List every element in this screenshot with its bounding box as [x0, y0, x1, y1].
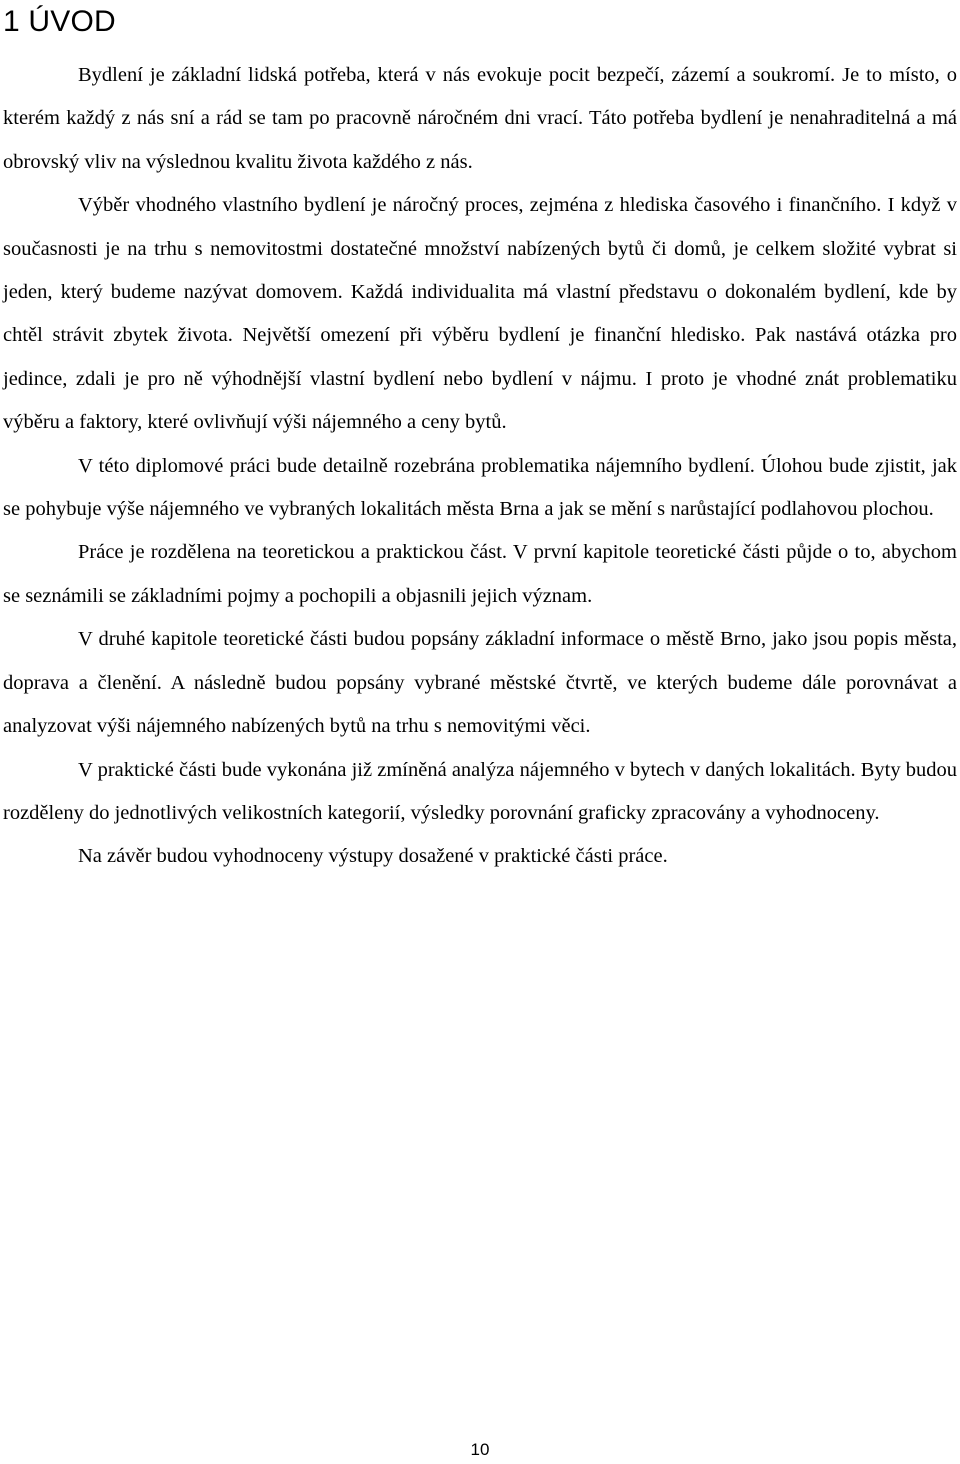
- paragraph-7: Na závěr budou vyhodnoceny výstupy dosažené v praktické části práce.: [78, 845, 668, 868]
- page-number: 10: [470, 1440, 490, 1459]
- paragraph-5: V druhé kapitole teoretické části budou popsány základní informace o městě Brno, jako jsou popis města, doprava a členění. A následně budou popsány vybrané městské čtvrtě, ve kterých budeme dále porovnávat a analyzovat výši nájemného nabízených bytů na trhu s nemovitými věci.: [3, 628, 957, 738]
- chapter-heading: 1 ÚVOD: [3, 5, 116, 38]
- paragraph-1: Bydlení je základní lidská potřeba, která v nás evokuje pocit bezpečí, zázemí a soukromí. Je to místo, o kterém každý z nás sní a rád se tam po pracovně náročném dni vrací. Táto potřeba bydlení je nenahraditelná a má obrovský vliv na výslednou kvalitu života každého z nás.: [3, 64, 957, 173]
- paragraph-4: Práce je rozdělena na teoretickou a praktickou část. V první kapitole teoretické části půjde o to, abychom se seznámili se základními pojmy a pochopili a objasnili jejich význam.: [3, 541, 957, 607]
- paragraph-6: V praktické části bude vykonána již zmíněná analýza nájemného v bytech v daných lokalitách. Byty budou rozděleny do jednotlivých velikostních kategorií, výsledky porovnání graficky zpracovány a vyhodnoceny.: [3, 758, 957, 824]
- paragraph-2: Výběr vhodného vlastního bydlení je náročný proces, zejména z hlediska časového i finančního. I když v současnosti je na trhu s nemovitostmi dostatečné množství nabízených bytů či domů, je celkem složité vybrat si jeden, který budeme nazývat domovem. Každá individualita má vlastní představu o dokonalém bydlení, kde by chtěl strávit zbytek života. Největší omezení při výběru bydlení je finanční hledisko. Pak nastává otázka pro jedince, zdali je pro ně výhodnější vlastní bydlení nebo bydlení v nájmu. I proto je vhodné znát problematiku výběru a faktory, které ovlivňují výši nájemného a ceny bytů.: [3, 194, 957, 434]
- chapter-body: [3, 54, 957, 879]
- paragraph-3: V této diplomové práci bude detailně rozebrána problematika nájemního bydlení. Úlohou bude zjistit, jak se pohybuje výše nájemného ve vybraných lokalitách města Brna a jak se mění s narůstající podlahovou plochou.: [3, 454, 957, 521]
